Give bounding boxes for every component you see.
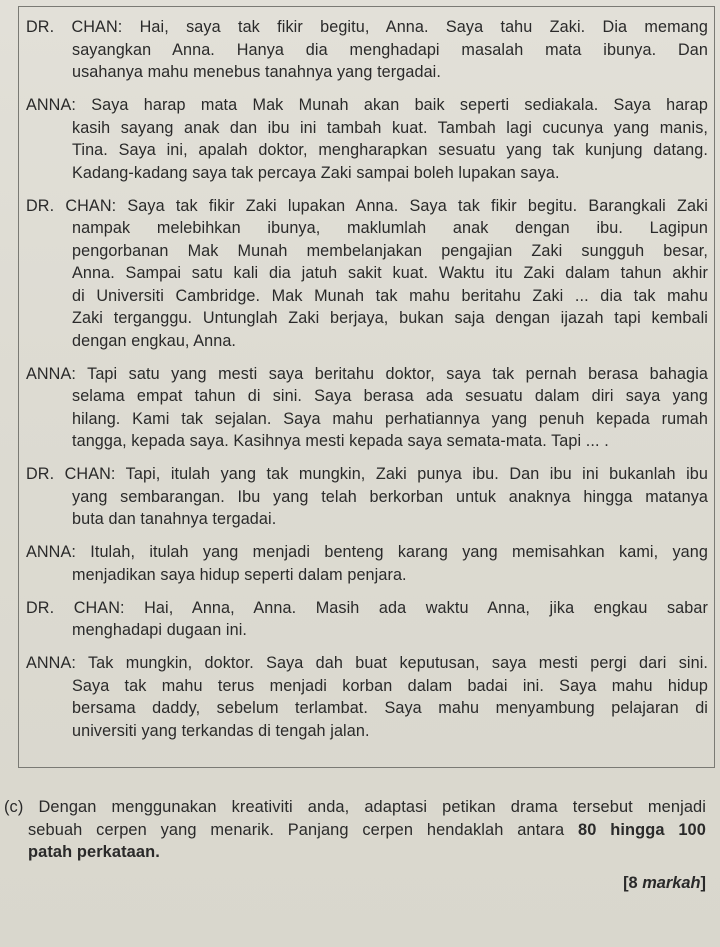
drama-excerpt bbox=[26, 16, 708, 742]
excerpt-line: Zaki terganggu. Untunglah Zaki berjaya, bukan saja dengan ijazah tapi kembali bbox=[72, 309, 708, 327]
excerpt-line: ANNA: Tapi satu yang mesti saya beritahu doktor, saya tak pernah berasa bahagia bbox=[26, 364, 708, 383]
question-text: sebuah cerpen yang menarik. Panjang cerpen hendaklah antara bbox=[28, 820, 579, 839]
excerpt-line: tangga, kepada saya. Kasihnya mesti kepada saya semata-mata. Tapi ... . bbox=[72, 432, 609, 450]
excerpt-line: usahanya mahu menebus tanahnya yang tergadai. bbox=[72, 63, 441, 81]
question-line bbox=[4, 841, 706, 864]
excerpt-line: buta dan tanahnya tergadai. bbox=[72, 510, 277, 528]
excerpt-line: yang sembarangan. Ibu yang telah berkorban untuk anaknya hingga matanya bbox=[72, 487, 708, 506]
excerpt-line: ANNA: Itulah, itulah yang menjadi benteng karang yang memisahkan kami, yang bbox=[26, 543, 708, 561]
excerpt-line: ANNA: Tak mungkin, doktor. Saya dah buat keputusan, saya mesti pergi dari sini. bbox=[26, 654, 708, 672]
question-line bbox=[4, 819, 706, 842]
excerpt-line: Saya tak mahu terus menjadi korban dalam badai ini. Saya mahu hidup bbox=[72, 676, 708, 695]
excerpt-line: Tina. Saya ini, apalah doktor, mengharapkan sesuatu yang tak kunjung datang. bbox=[72, 141, 708, 159]
excerpt-line: hilang. Kami tak sejalan. Saya mahu perhatiannya yang penuh kepada rumah bbox=[72, 409, 708, 428]
excerpt-line: kasih sayang anak dan ibu ini tambah kuat. Tambah lagi cucunya yang manis, bbox=[72, 118, 708, 137]
excerpt-line: bersama daddy, sebelum terlambat. Saya mahu menyambung pelajaran di bbox=[72, 699, 708, 717]
excerpt-line: Kadang-kadang saya tak percaya Zaki sampai boleh lupakan saya. bbox=[72, 163, 560, 182]
excerpt-line: universiti yang terkandas di tengah jalan. bbox=[72, 721, 370, 740]
excerpt-line: ANNA: Saya harap mata Mak Munah akan baik seperti sediakala. Saya harap bbox=[26, 96, 708, 114]
excerpt-line: dengan engkau, Anna. bbox=[72, 331, 237, 350]
excerpt-line: nampak melebihkan ibunya, maklumlah anak dengan ibu. Lagipun bbox=[72, 219, 708, 237]
excerpt-line: DR. CHAN: Hai, saya tak fikir begitu, Anna. Saya tahu Zaki. Dia memang bbox=[26, 18, 708, 36]
excerpt-line: sayangkan Anna. Hanya dia menghadapi masalah mata ibunya. Dan bbox=[72, 40, 708, 59]
excerpt-line: pengorbanan Mak Munah membelanjakan pengajian Zaki sungguh besar, bbox=[72, 241, 708, 260]
question-line: (c) Dengan menggunakan kreativiti anda, adaptasi petikan drama tersebut menjadi bbox=[4, 798, 706, 816]
excerpt-line: selama empat tahun di sini. Saya berasa ada sesuatu dalam diri saya yang bbox=[72, 387, 708, 405]
excerpt-line: DR. CHAN: Tapi, itulah yang tak mungkin, Zaki punya ibu. Dan ibu ini bukanlah ibu bbox=[26, 465, 708, 483]
excerpt-line: menjadikan saya hidup seperti dalam penjara. bbox=[72, 565, 407, 584]
question-c bbox=[4, 796, 706, 864]
marks-label: [8 markah] bbox=[623, 874, 706, 892]
word-count-range: 80 hingga 100 bbox=[578, 820, 706, 839]
excerpt-line: di Universiti Cambridge. Mak Munah tak mahu beritahu Zaki ... dia tak mahu bbox=[72, 286, 708, 305]
question-text-bold: patah perkataan. bbox=[28, 843, 160, 861]
excerpt-line: DR. CHAN: Saya tak fikir Zaki lupakan Anna. Saya tak fikir begitu. Barangkali Zaki bbox=[26, 196, 708, 215]
excerpt-line: Anna. Sampai satu kali dia jatuh sakit kuat. Waktu itu Zaki dalam tahun akhir bbox=[72, 264, 708, 282]
excerpt-line: DR. CHAN: Hai, Anna, Anna. Masih ada waktu Anna, jika engkau sabar bbox=[26, 598, 708, 617]
excerpt-line: menghadapi dugaan ini. bbox=[72, 621, 248, 639]
